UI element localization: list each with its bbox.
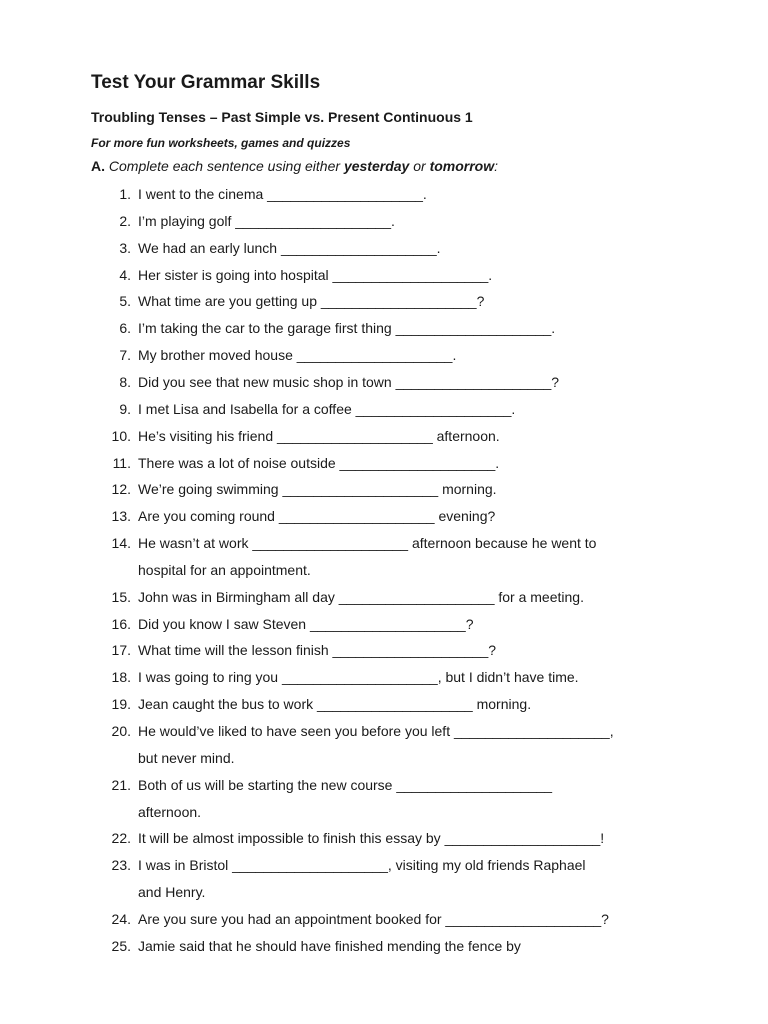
question-number: 12. [111,481,131,497]
question-text: Did you know I saw Steven ____________________? [138,616,474,632]
question-text: He would’ve liked to have seen you before you left ____________________, [138,723,614,739]
question-text: John was in Birmingham all day ____________________ for a meeting. [138,589,584,605]
question-text: I met Lisa and Isabella for a coffee ____________________. [138,401,516,417]
question-text: It will be almost impossible to finish this essay by ____________________! [138,830,605,846]
question-number: 5. [119,293,131,309]
question-text: We had an early lunch ____________________. [138,240,441,256]
question-number: 13. [111,508,131,524]
question-number: 22. [111,830,131,846]
question-text: He wasn’t at work ____________________ afternoon because he went to [138,535,597,551]
section-label: A. [91,158,105,174]
promo-line: For more fun worksheets, games and quizzes [91,136,351,150]
question-number: 10. [111,428,131,444]
question-number: 25. [111,938,131,954]
question-number: 7. [119,347,131,363]
question-number: 1. [119,186,131,202]
worksheet-subtitle: Troubling Tenses – Past Simple vs. Present Continuous 1 [91,109,473,125]
question-continuation: hospital for an appointment. [138,562,311,578]
instruction-word-tomorrow: tomorrow [429,158,495,174]
instruction-text-middle: or [409,158,430,174]
question-number: 6. [119,320,131,336]
question-number: 15. [111,589,131,605]
question-text: Both of us will be starting the new course ____________________ [138,777,553,793]
question-number: 20. [111,723,131,739]
question-text: My brother moved house ____________________. [138,347,457,363]
question-text: I’m taking the car to the garage first thing ____________________. [138,320,556,336]
question-text: I’m playing golf ____________________. [138,213,395,229]
question-text: Jean caught the bus to work ____________________ morning. [138,696,532,712]
question-text: I was in Bristol ____________________, visiting my old friends Raphael [138,857,586,873]
question-number: 16. [111,616,131,632]
instruction-word-yesterday: yesterday [343,158,410,174]
question-number: 11. [112,455,131,471]
question-number: 18. [111,669,131,685]
question-text: We’re going swimming ____________________ morning. [138,481,497,497]
question-number: 8. [119,374,131,390]
question-number: 2. [119,213,131,229]
question-continuation: but never mind. [138,750,235,766]
question-text: What time will the lesson finish ____________________? [138,642,497,658]
instruction-text-after: : [494,158,499,174]
instruction-text-before: Complete each sentence using either [105,158,344,174]
question-text: Did you see that new music shop in town ____________________? [138,374,560,390]
question-text: He’s visiting his friend ____________________ afternoon. [138,428,500,444]
question-text: I was going to ring you ____________________, but I didn’t have time. [138,669,579,685]
worksheet-title: Test Your Grammar Skills [91,72,321,93]
question-number: 23. [111,857,131,873]
question-number: 19. [111,696,131,712]
question-number: 3. [119,240,131,256]
question-continuation: and Henry. [138,884,206,900]
question-number: 24. [111,911,131,927]
question-number: 4. [119,267,131,283]
question-text: I went to the cinema ____________________. [138,186,427,202]
question-number: 21. [111,777,131,793]
question-text: Jamie said that he should have finished mending the fence by [138,938,521,954]
question-number: 14. [111,535,131,551]
question-text: There was a lot of noise outside ____________________. [138,455,500,471]
question-text: What time are you getting up ____________________? [138,293,485,309]
question-number: 9. [119,401,131,417]
question-text: Are you coming round ____________________ evening? [138,508,496,524]
question-text: Her sister is going into hospital ____________________. [138,267,493,283]
question-number: 17. [111,642,131,658]
question-continuation: afternoon. [138,804,202,820]
question-text: Are you sure you had an appointment booked for ____________________? [138,911,609,927]
